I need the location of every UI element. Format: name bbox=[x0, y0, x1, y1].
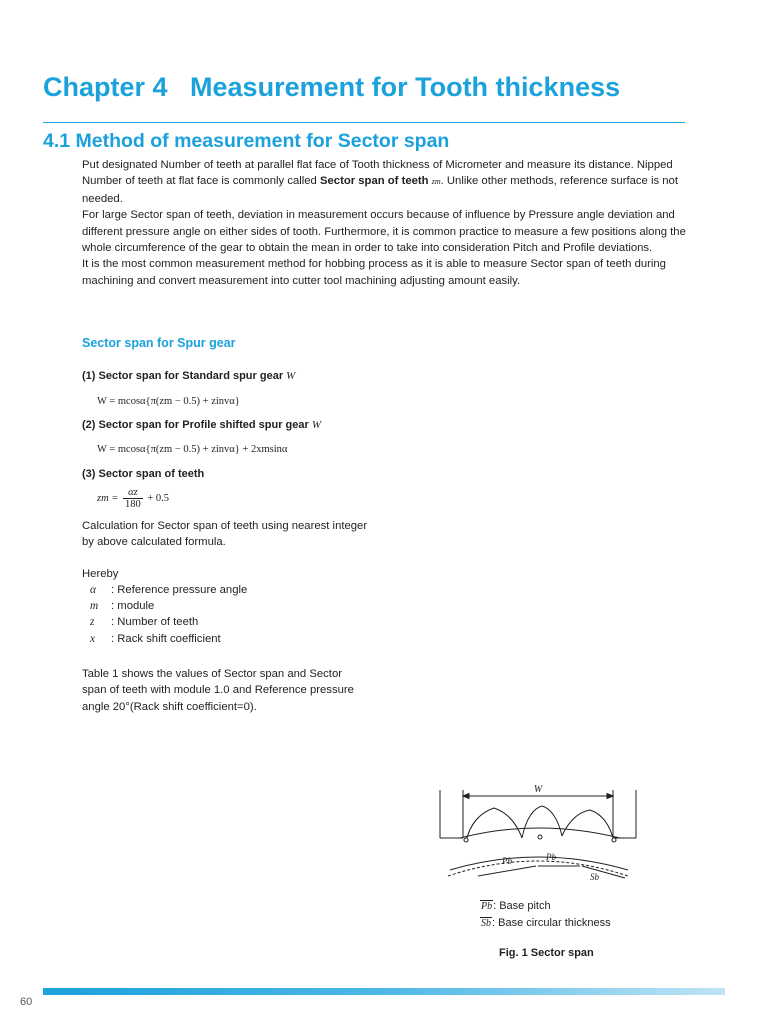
figure-tooth-3 bbox=[562, 810, 614, 842]
item-1-label: (1) Sector span for Standard spur gear bbox=[82, 370, 284, 382]
item-2-label: (2) Sector span for Profile shifted spur gear bbox=[82, 419, 309, 431]
figure-pb-label-1: Pb bbox=[502, 856, 512, 866]
figure-sb-label: Sb bbox=[590, 872, 599, 882]
item-2-var: W bbox=[311, 419, 322, 431]
figure-contact-point-left bbox=[464, 838, 468, 842]
figure-w-label: W bbox=[533, 784, 543, 795]
item-3-heading: (3) Sector span of teeth bbox=[82, 468, 205, 480]
intro-p1-bold: Sector span of teeth bbox=[319, 175, 429, 188]
formula-2: W = mcosα{π(zm − 0.5) + zinvα} + 2xmsinα bbox=[97, 444, 288, 455]
figure-pb-label-2: Pb bbox=[546, 852, 556, 862]
page-number: 60 bbox=[20, 996, 33, 1008]
symbol-row-m bbox=[90, 600, 154, 612]
intro-p1-text: Put designated Number of teeth at parallel flat face of Tooth thickness of Micrometer and measure its distance. Nipped Number of teeth at flat face is commonly called bbox=[82, 159, 673, 188]
legend-base-thickness bbox=[480, 915, 611, 932]
symbol-row-alpha bbox=[90, 584, 247, 596]
sector-span-figure bbox=[430, 778, 650, 890]
figure-tooth-2 bbox=[522, 806, 562, 838]
symbol-x: x bbox=[90, 633, 96, 645]
symbol-row-z bbox=[90, 616, 198, 628]
formula-3-rhs: + 0.5 bbox=[147, 493, 170, 504]
intro-paragraph-3: It is the most common measurement method for hobbing process as it is able to measure Sector span of teeth during machining and convert measurement into cutter tool machining adjusting amount easily. bbox=[82, 258, 666, 287]
symbol-z: z bbox=[90, 616, 95, 628]
sub-heading: Sector span for Spur gear bbox=[82, 336, 236, 350]
intro-paragraph-1 bbox=[82, 157, 686, 207]
item-1-heading bbox=[82, 370, 295, 382]
figure-tooth-1 bbox=[466, 808, 522, 842]
symbol-x-desc: : Rack shift coefficient bbox=[111, 633, 221, 645]
figure-contact-point-middle bbox=[538, 835, 542, 839]
chapter-title: Chapter 4 Measurement for Tooth thickness bbox=[43, 72, 621, 102]
symbol-m: m bbox=[90, 600, 99, 612]
title-rule bbox=[43, 122, 685, 123]
legend-sb-text: : Base circular thickness bbox=[492, 917, 611, 929]
symbol-row-x bbox=[90, 633, 221, 645]
intro-paragraph-2: For large Sector span of teeth, deviation in measurement occurs because of influence by Pressure angle deviation and different pressure angle on either sides of tooth. Furthermore, it is common practice to measure a few positions along the whole circumference of the gear to obtain the mean in order to take into consideration Pitch and Profile deviations. bbox=[82, 209, 686, 255]
symbol-alpha-desc: : Reference pressure angle bbox=[111, 584, 248, 596]
legend-sb-symbol: Sb bbox=[481, 918, 491, 929]
symbol-alpha: α bbox=[90, 584, 96, 596]
formula-3-lhs: zm = bbox=[97, 493, 119, 504]
legend-pb-symbol: Pb bbox=[481, 901, 493, 912]
formula-3 bbox=[97, 487, 169, 510]
legend-pb-text: : Base pitch bbox=[493, 900, 551, 912]
formula-3-numerator: αz bbox=[123, 487, 143, 499]
intro-text bbox=[82, 157, 686, 289]
formula-3-denominator: 180 bbox=[125, 499, 141, 510]
symbol-z-desc: : Number of teeth bbox=[111, 616, 199, 628]
calculation-note: Calculation for Sector span of teeth using nearest integer by above calculated formula. bbox=[82, 520, 368, 549]
hereby-label: Hereby bbox=[82, 568, 119, 580]
bottom-accent-bar bbox=[43, 988, 725, 995]
intro-p1-end: . Unlike other methods, reference surface is not needed. bbox=[82, 175, 678, 205]
table-note: Table 1 shows the values of Sector span and Sector span of teeth with module 1.0 and Reference pressure angle 20°(Rack shift coefficient=0). bbox=[82, 668, 354, 713]
formula-1: W = mcosα{π(zm − 0.5) + zinvα} bbox=[97, 396, 240, 407]
figure-contact-point-right bbox=[612, 838, 616, 842]
section-title: 4.1 Method of measurement for Sector span bbox=[43, 130, 450, 152]
figure-legend bbox=[480, 898, 611, 932]
intro-p1-symbol: zm bbox=[431, 177, 441, 187]
figure-pb-arrow-1 bbox=[478, 866, 536, 876]
item-2-heading bbox=[82, 419, 321, 431]
figure-caption: Fig. 1 Sector span bbox=[499, 947, 594, 959]
symbol-m-desc: : module bbox=[111, 600, 155, 612]
legend-base-pitch bbox=[480, 898, 611, 915]
item-1-var: W bbox=[286, 370, 296, 382]
